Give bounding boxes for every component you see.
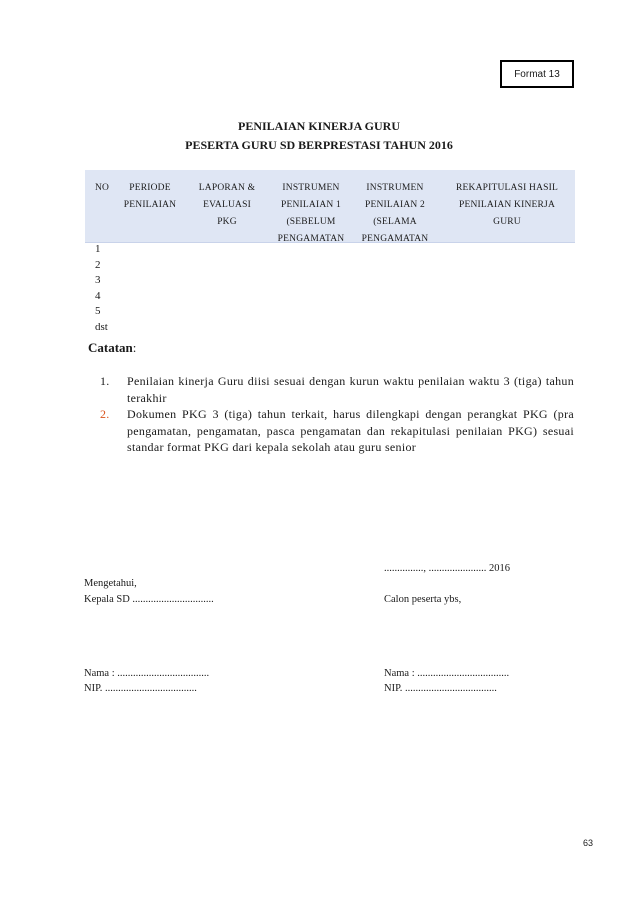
header-instrumen-2-line: (SELAMA bbox=[373, 217, 417, 227]
header-instrumen-1-line: PENILAIAN 1 bbox=[281, 200, 341, 210]
table-row: 5 bbox=[95, 305, 101, 317]
signature-date-line: ..............., ...................... 2016 bbox=[384, 563, 510, 574]
header-rekapitulasi-line: REKAPITULASI HASIL bbox=[455, 183, 559, 193]
page-number: 63 bbox=[583, 838, 594, 848]
header-periode-line: PERIODE bbox=[129, 183, 171, 193]
note-number: 2. bbox=[100, 407, 110, 421]
header-periode bbox=[115, 180, 185, 214]
header-laporan-line: LAPORAN & bbox=[198, 183, 256, 193]
header-rekapitulasi-line: GURU bbox=[493, 217, 521, 227]
nip-left-field: NIP. ................................... bbox=[84, 683, 197, 694]
header-instrumen-2-line: PENGAMATAN bbox=[361, 234, 429, 244]
calon-peserta-label: Calon peserta ybs, bbox=[384, 594, 462, 605]
table-row: 2 bbox=[95, 258, 101, 271]
catatan-label: Catatan bbox=[88, 340, 133, 355]
table-row: dst bbox=[95, 320, 108, 333]
table-header bbox=[85, 170, 575, 243]
table-row: 1 bbox=[95, 243, 101, 255]
table-row: 4 bbox=[95, 289, 101, 302]
header-rekapitulasi-line: PENILAIAN KINERJA bbox=[458, 200, 556, 210]
note-text: Penilaian kinerja Guru diisi sesuai dengan kurun waktu penilaian waktu 3 (tiga) tahun terakhir bbox=[127, 374, 574, 405]
table-row: 3 bbox=[95, 274, 101, 286]
nama-left-field: Nama : ................................... bbox=[84, 668, 210, 679]
header-instrumen-2-line: PENILAIAN 2 bbox=[365, 200, 425, 210]
notes-list bbox=[100, 373, 574, 456]
format-label: Format 13 bbox=[514, 68, 560, 80]
note-number: 1. bbox=[100, 374, 110, 388]
catatan-colon: : bbox=[132, 340, 137, 355]
list-item bbox=[100, 373, 574, 406]
header-instrumen-2 bbox=[355, 180, 435, 248]
document-subtitle: PESERTA GURU SD BERPRESTASI TAHUN 2016 bbox=[185, 138, 453, 152]
header-instrumen-1 bbox=[271, 180, 351, 248]
list-item bbox=[100, 406, 574, 456]
header-no-line: NO bbox=[94, 183, 110, 193]
nama-right-field: Nama : ................................... bbox=[384, 668, 510, 679]
nip-right-field: NIP. ................................... bbox=[384, 683, 497, 694]
note-text: Dokumen PKG 3 (tiga) tahun terkait, harus dilengkapi dengan perangkat PKG (pra pengamatan, pengamatan, pasca pengamatan dan rekapitulasi penilaian PKG) sesuai standar format PKG dari kepala sekolah atau guru senior bbox=[127, 407, 574, 454]
format-label-box bbox=[500, 60, 574, 88]
document-title: PENILAIAN KINERJA GURU bbox=[237, 119, 401, 133]
mengetahui-label: Mengetahui, bbox=[84, 578, 137, 589]
header-no bbox=[91, 180, 113, 197]
header-periode-line: PENILAIAN bbox=[123, 200, 177, 210]
header-instrumen-1-line: INSTRUMEN bbox=[282, 183, 340, 193]
header-laporan-line: PKG bbox=[217, 217, 237, 227]
header-instrumen-2-line: INSTRUMEN bbox=[366, 183, 424, 193]
header-laporan bbox=[189, 180, 265, 231]
header-laporan-line: EVALUASI bbox=[203, 200, 251, 210]
kepala-sd-label: Kepala SD ............................... bbox=[84, 594, 214, 605]
header-rekapitulasi bbox=[445, 180, 569, 231]
catatan-heading bbox=[88, 340, 136, 356]
header-instrumen-1-line: PENGAMATAN bbox=[277, 234, 345, 244]
header-instrumen-1-line: (SEBELUM bbox=[286, 217, 336, 227]
table-rows bbox=[95, 242, 108, 335]
